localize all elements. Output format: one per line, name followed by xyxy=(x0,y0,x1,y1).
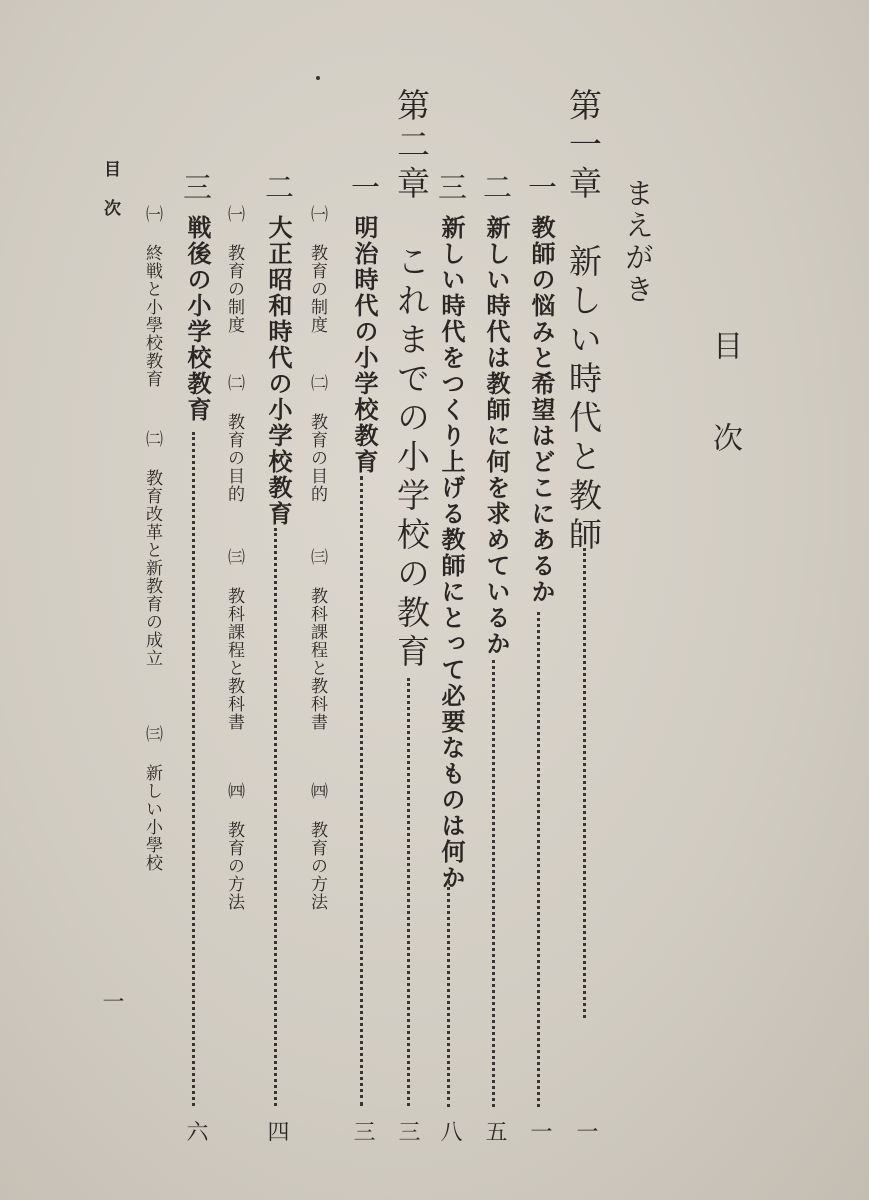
ch1-sec2-page: 五 xyxy=(482,1120,507,1142)
ch2-sec3-num: 三 xyxy=(179,172,213,203)
ch1-sec1-page: 一 xyxy=(527,1120,552,1142)
chapter2-heading: 第二章 これまでの小学校の教育 xyxy=(392,88,431,673)
ch2-sec3-leader xyxy=(192,432,195,1106)
ch2-sec3-label: 戦後の小学校教育 xyxy=(183,215,212,423)
ch2-sec2-sub4: ㈣ 教育の方法 xyxy=(224,782,244,911)
ch2-sec2-sub2: ㈡ 教育の目的 xyxy=(224,374,244,503)
chapter1-leader xyxy=(583,548,586,1018)
ch2-sec2-label: 大正昭和時代の小学校教育 xyxy=(264,215,293,527)
ch2-sec3-page: 六 xyxy=(183,1120,208,1142)
ch1-sec3-label: 新しい時代をつくり上げる教師にとって必要なものは何か xyxy=(437,215,466,891)
ch2-sec2-sub3: ㈢ 教科課程と教科書 xyxy=(224,548,244,731)
ch2-sec2-sub1: ㈠ 教育の制度 xyxy=(224,205,244,334)
ch2-sec1-sub3: ㈢ 教科課程と教科書 xyxy=(307,548,327,731)
ch2-sec1-label: 明治時代の小学校教育 xyxy=(350,215,379,475)
ch2-sec2-page: 四 xyxy=(264,1120,289,1142)
ch1-sec3-leader xyxy=(447,880,450,1107)
chapter1-page: 一 xyxy=(573,1120,598,1142)
ch2-sec1-page: 三 xyxy=(350,1120,375,1142)
ch1-sec1-leader xyxy=(537,612,540,1107)
chapter2-leader xyxy=(407,678,410,1106)
ch2-sec1-num: 一 xyxy=(347,172,381,203)
ch2-sec1-sub2: ㈡ 教育の目的 xyxy=(307,374,327,503)
footer-label: 目次 xyxy=(100,160,120,238)
ch1-sec1-label: 教師の悩みと希望はどこにあるか xyxy=(527,215,556,605)
ch2-sec3-sub1: ㈠ 終戦と小學校教育 xyxy=(142,205,162,388)
ch1-sec2-leader xyxy=(492,660,495,1107)
ink-speck xyxy=(316,76,320,80)
chapter2-page: 三 xyxy=(395,1120,420,1142)
ch2-sec3-sub2: ㈡ 教育改革と新教育の成立 xyxy=(142,430,162,667)
ch1-sec2-num: 二 xyxy=(479,172,513,203)
ch2-sec1-sub1: ㈠ 教育の制度 xyxy=(307,205,327,334)
ch2-sec3-sub3: ㈢ 新しい小學校 xyxy=(142,725,162,872)
preface-entry: まえがき xyxy=(621,178,655,306)
ch2-sec2-num: 二 xyxy=(261,172,295,203)
ch1-sec2-label: 新しい時代は教師に何を求めているか xyxy=(482,215,511,657)
footer-page-number: 一 xyxy=(99,990,124,1012)
chapter1-heading: 第一章 新しい時代と教師 xyxy=(564,88,603,556)
page-title: 目次 xyxy=(707,330,742,514)
ch1-sec1-num: 一 xyxy=(524,172,558,203)
ch2-sec1-sub4: ㈣ 教育の方法 xyxy=(307,782,327,911)
ch2-sec2-leader xyxy=(274,528,277,1106)
ch1-sec3-page: 八 xyxy=(437,1120,462,1142)
ch2-sec1-leader xyxy=(360,476,363,1106)
ch1-sec3-num: 三 xyxy=(434,172,468,203)
